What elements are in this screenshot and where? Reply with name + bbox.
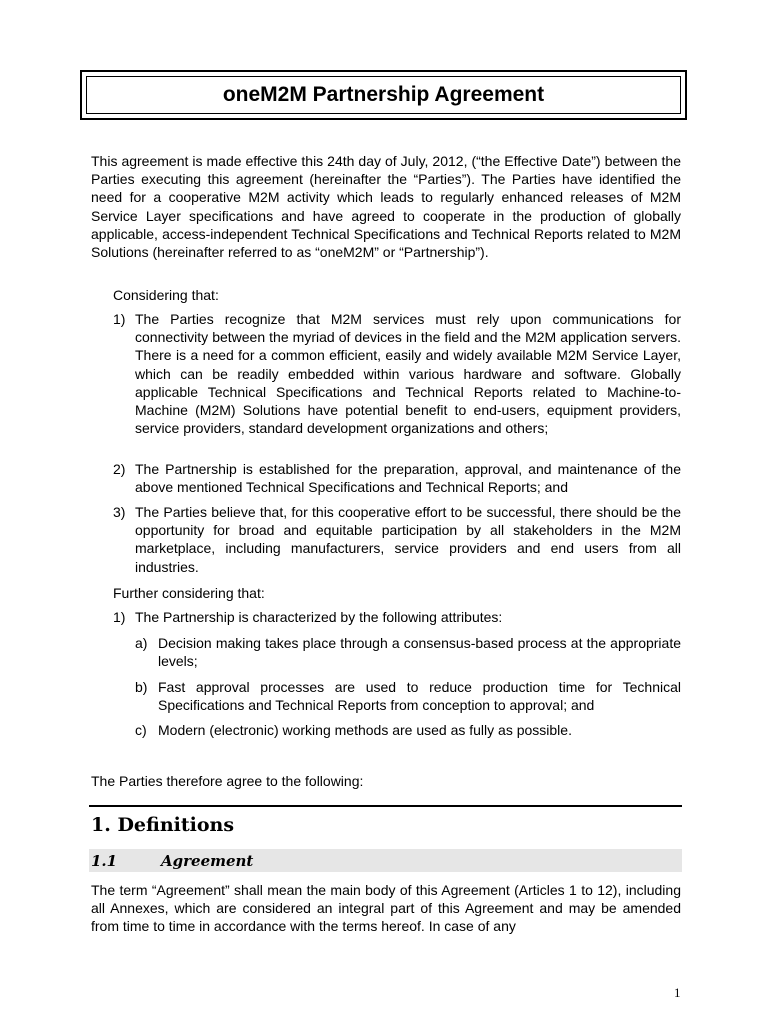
list-item-number: 1) [113, 311, 126, 327]
section-heading: 1. Definitions [91, 814, 235, 836]
sub-list-item [135, 678, 681, 714]
list-item [113, 310, 681, 437]
document-title: oneM2M Partnership Agreement [222, 83, 545, 106]
sub-list-item-text: Decision making takes place through a consensus-based process at the appropriate levels; [158, 635, 681, 670]
page-number: 1 [674, 985, 681, 1000]
further-considering-label: Further considering that: [113, 585, 265, 601]
list-item [113, 503, 681, 576]
list-item-text: The Parties recognize that M2M services must rely upon communications for connectivity between the myriad of devices in the field and the M2M application servers. There is a need for a common efficient, easily and widely available M2M Service Layer, which can be readily embedded within various hardware and software. Globally applicable Technical Specifications and Technical Reports related to Machine-to-Machine (M2M) Solutions have potential benefit to end-users, equipment providers, service providers, standard development organizations and others; [135, 311, 681, 437]
sub-list-item-letter: b) [135, 679, 148, 695]
list-item-number: 3) [113, 504, 126, 520]
sub-list-item-text: Fast approval processes are used to reduce production time for Technical Specifications and Technical Reports from conception to approval; and [158, 679, 681, 714]
sub-list-item-letter: a) [135, 635, 148, 651]
subsection-number: 1.1 [91, 852, 118, 870]
intro-paragraph: This agreement is made effective this 24th day of July, 2012, (“the Effective Date”) between the Parties executing this agreement (hereinafter the “Parties”). The Parties have identified the need for a cooperative M2M activity which leads to regularly enhanced releases of M2M Service Layer specifications and have agreed to cooperate in the production of globally applicable, access-independent Technical Specifications and Technical Reports related to M2M Solutions (hereinafter referred to as “oneM2M” or “Partnership”). [91, 153, 681, 261]
considering-label: Considering that: [113, 287, 219, 303]
list-item [113, 460, 681, 496]
sub-list-item-letter: c) [135, 722, 147, 738]
title-box [80, 70, 687, 120]
section-divider [89, 805, 682, 807]
list-item-number: 2) [113, 461, 126, 477]
list-item [113, 608, 681, 626]
list-item-text: The Parties believe that, for this cooperative effort to be successful, there should be the opportunity for broad and equitable participation by all stakeholders in the M2M marketplace, including manufacturers, service providers and end users from all industries. [135, 504, 681, 575]
subsection-title: Agreement [161, 852, 254, 870]
definition-paragraph: The term “Agreement” shall mean the main body of this Agreement (Articles 1 to 12), including all Annexes, which are considered an integral part of this Agreement and may be amended from time to time in accordance with the terms hereof. In case of any [91, 882, 681, 935]
sub-list-item [135, 634, 681, 670]
title-box-inner [86, 76, 681, 114]
sub-list-item [135, 721, 681, 739]
sub-list-item-text: Modern (electronic) working methods are used as fully as possible. [158, 722, 572, 738]
list-item-number: 1) [113, 609, 126, 625]
list-item-text: The Partnership is established for the preparation, approval, and maintenance of the above mentioned Technical Specifications and Technical Reports; and [135, 461, 681, 496]
list-item-text: The Partnership is characterized by the following attributes: [135, 609, 503, 625]
agreement-line: The Parties therefore agree to the following: [91, 773, 364, 789]
